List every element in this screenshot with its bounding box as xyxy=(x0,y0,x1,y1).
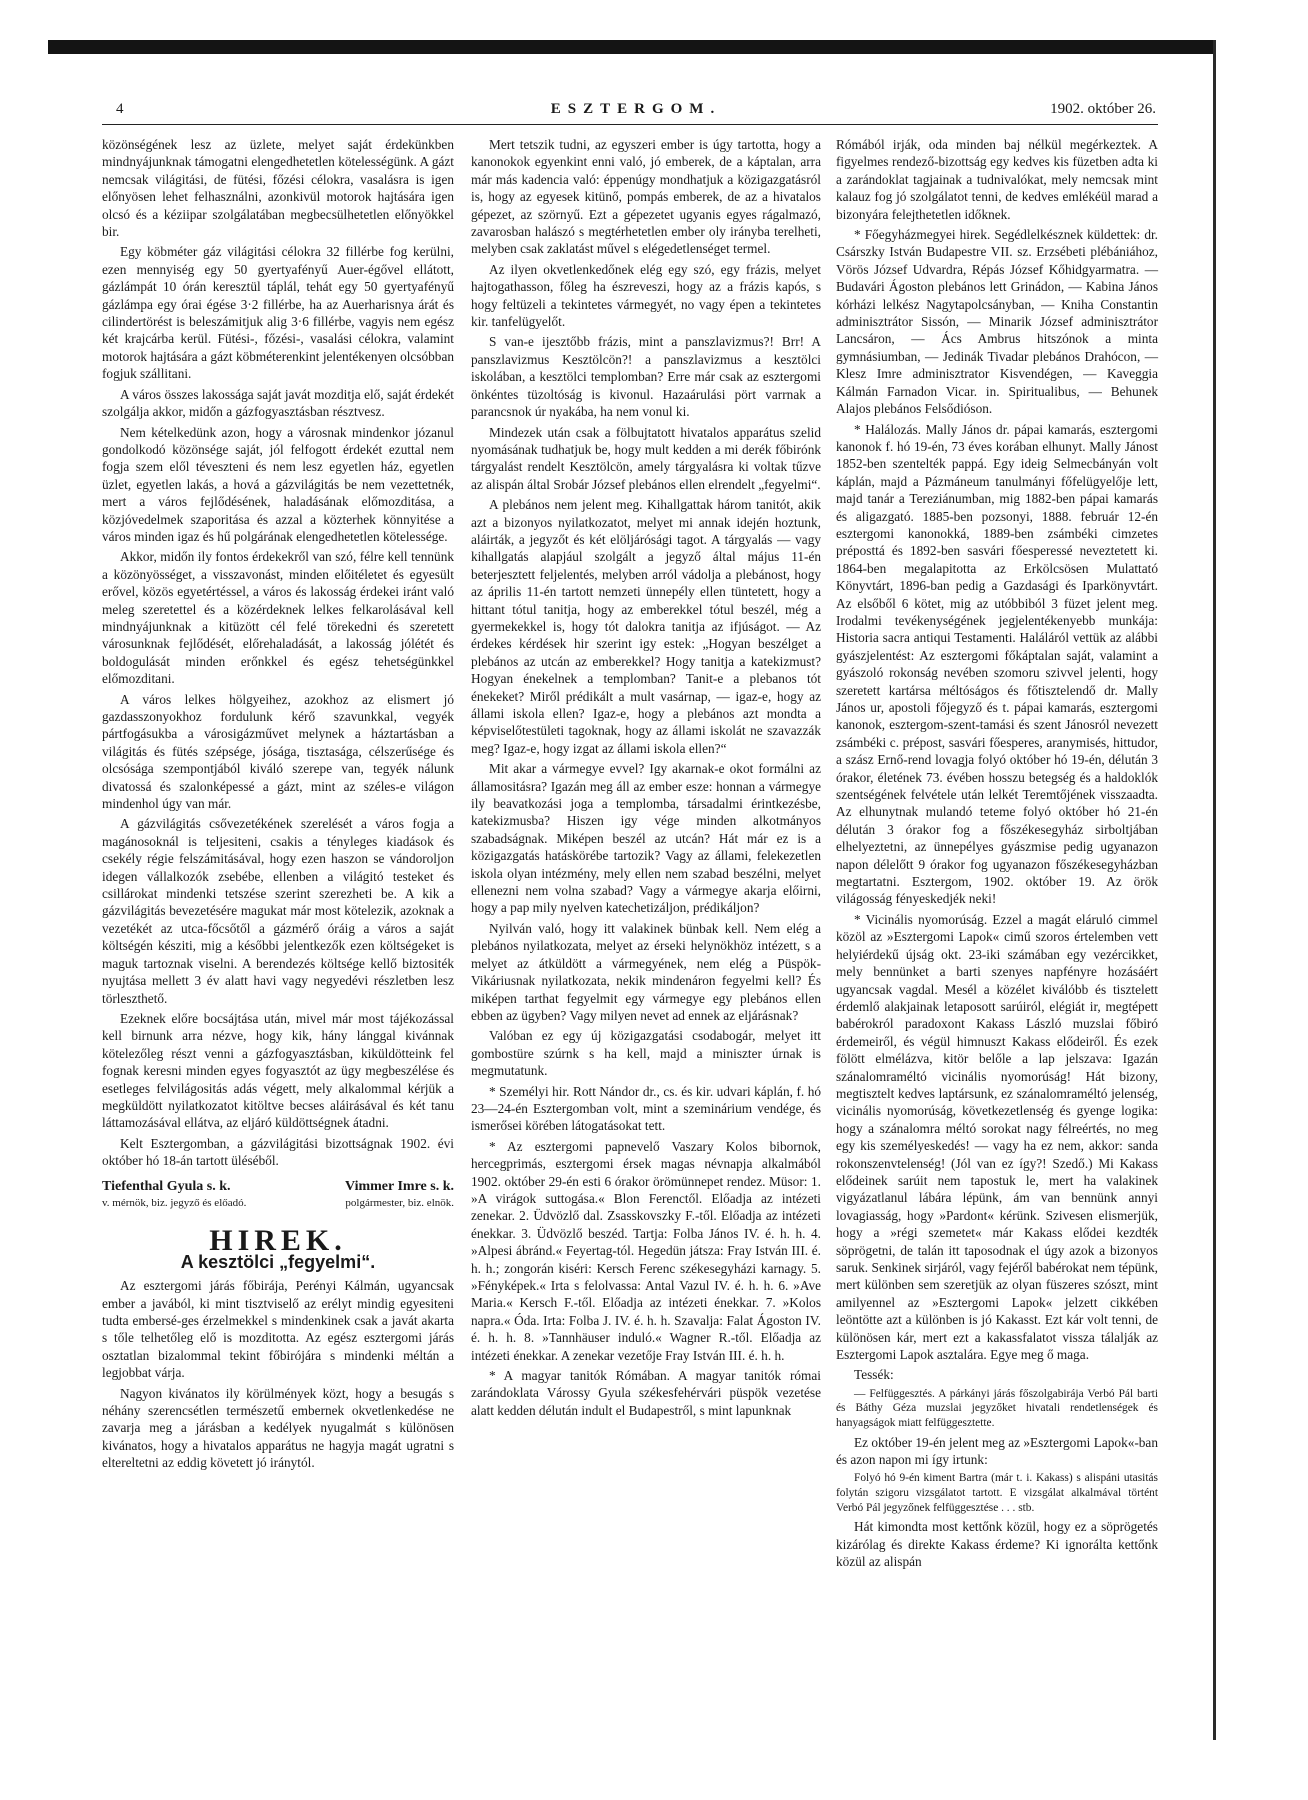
header-rule xyxy=(102,124,1158,125)
paragraph: közönségének lesz az üzlete, melyet saját érdekünkben mindnyájunknak támogatni elengedhetetlen kötelességünk. A gázt nemcsak világitási, de fütési, főzési célokra, vasalásra is igen előnyösen lehet felhasználni, azonkivül motorok hajtására igen olcsó és a kéziipar szolgálatában megbecsülhetetlen előnyökkel bir. xyxy=(102,137,454,240)
news-item-vicinal: * Vicinális nyomorúság. Ezzel a magát eláruló cimmel közöl az »Esztergomi Lapok« cimű szoros értelemben vett helyiérdekű újság okt. 23-iki számában egy vezércikket, mely bennünket a barti szenyes napfényre hozásáért ugyancsak vagdal. Mesél a közélet kiválóbb és tisztelett érdemlő alakjainak letaposott sarúiról, elégiát ir, megtépett babérokról paradoxont Kakass László muzslai főbiró érdemeiről, és végül himnuszt Kakass elődeiről. És ezek fölött elmélázva, kitör belőle a lap jelszava: Igazán szánalomraméltó vicinális nyomorúság! Hát bizony, megtisztelt kedves laptársunk, ez szánalomraméltó jelenség, vicinális nyomorúság, következetlenség és gyenge logika: hogy a szánalomra méltó sorokat nagy félreértés, no meg egy kis személyeskedés! — vagy ha ez nem, akkor: sanda rokonszenvtelenség! (Jól van ez így?! Szedő.) Mi Kakass elődeinek sarúit nem tapostuk le, mert ha valakinek vigyázatlanul lábára lépünk, ám van bennünk annyi lovagiasság, hogy »Pardont« kérünk. Szivesen elismerjük, hogy a »régi szemetet« már Kakass elődei kezdték söprögetni, de talán itt taposodnak el úgy azok a bizonyos saruk. Senkinek sirjáról, vagy fejéről babérokat nem tépünk, mert különben sem szeretjük az olyan füszeres szószt, mint amilyennel az »Esztergomi Lapok« jelzett cikkében leöntötte azt a különben is jó Kakasst. Ezt kár volt tenni, de különösen kár, mert ezt a kakassfalatot vissza tálalják az Esztergomi Lapok asztalára. Egye meg ő maga. xyxy=(836,911,1158,1363)
paragraph: Hát kimondta most kettőnk közül, hogy ez a söprögetés kizárólag és direkte Kakass érdeme? Ki ignorálta kettőnk közül az alispán xyxy=(836,1519,1158,1570)
paragraph: A város összes lakossága saját javát mozditja elő, saját érdekét szolgálja akkor, midőn a gázfogyasztásban résztvesz. xyxy=(102,386,454,420)
paragraph: Mit akar a vármegye evvel? Igy akarnak-e okot formálni az államositásra? Igazán meg áll az ember esze: honnan a vármegye ily beavatkozási joga a templomba, társadalmi érintkezésbe, katekizmusba? Hiszen igy vége minden alkotmányos szabadságnak. Miképen beszél az utcán? Hát már ez is a közigazgatás hatáskörébe tartozik? Vagy az állami, felekezetlen iskola olyan intézmény, mely ellen nem szabad beszélni, melyet ellenezni nem volna szabad? Vagy a vármegye akarja előirni, hogy a pap mily nyelven katechetizáljon, prédikáljon? xyxy=(471,761,821,916)
paragraph: Mert tetszik tudni, az egyszeri ember is úgy tartotta, hogy a kanonokok egyenkint enni való, jó emberek, de a káptalan, arra már más kadencia való: éppenúgy mondhatjuk a közigazgatásról is, hogy az egyesek kitünő, pompás emberek, de az a hivatalos gépezet, az szörnyű. Ezt a gépezetet ugyanis egyes rágalmazó, zavarosban halászó s megtérhetetlen ember oly irányba terelheti, melyben csak zaklatást művel s elégedetlenséget termel. xyxy=(471,137,821,257)
news-item-teachers-rome: * A magyar tanitók Rómában. A magyar tanitók római zarándoklata Várossy Gyula székesfehérvári püspök vezetése alatt kedden délután indult el Budapestről, s mint lapunknak xyxy=(471,1368,821,1418)
news-item-diocese: * Főegyházmegyei hirek. Segédlelkésznek küldettek: dr. Csárszky István Budapestre VII. sz. Erzsébeti plébániához, Vörös József Udvardra, Répás József Kőhidgyarmatra. — Budavári Ágoston plebános lett Grinádon, — Kabina János kórházi lelkész Nagytapolcsányban, — Kniha Constantin adminisztrátor Sissón, — Minarik József adminisztrátor Lancsáron, — Ács Ambrus hitszónok a minta gymnásiumban, — Jedinák Tivadar plebános Drahócon, — Klesz Imre adminisztrator Kisvendégen, — Kaveggia Kálmán Farnadon Vicar. in. Spiritualibus, — Behunek Alajos plebános Felsődióson. xyxy=(836,227,1158,417)
news-item-seminary: * Az esztergomi papnevelő Vaszary Kolos bibornok, hercegprimás, esztergomi érsek magas névnapja alkalmából 1902. október 29-én esti 6 órakor örömünnepet rendez. Müsor: 1. »A virágok suttogása.« Blon Ferenctől. Előadja az intézeti zenekar. 2. Üdvözlő dal. Zsasskovszky F.-től. Előadja az intézeti énekkar. 3. Üdvözlő beszéd. Tartja: Folba János IV. é. h. h. 4. »Alpesi ábránd.« Feyertag-tól. Hegedün játsza: Fray István III. é. h. h.; zongorán kiséri: Kersch Ferenc székesegyházi karnagy. 5. »Fényképek.« Irta s felolvassa: Antal Vazul IV. é. h. h. 6. »Ave Maria.« Kersch F.-től. Előadja az intézeti énekkar. 7. »Kolos napra.« Óda. Irta: Folba J. IV. é. h. h. Szavalja: Falat Ágoston IV. é. h. h. 8. »Tannhäuser induló.« Wagner R.-től. Előadja az intézeti énekkar. A zenekar vezetője Fray István III. é. h. h. xyxy=(471,1138,821,1363)
paragraph: Nagyon kivánatos ily körülmények közt, hogy a besugás s néhány szerencsétlen természetű embernek okvetlenkedése ne zavarja meg a járásban a kedélyek nyugalmát s különösen kivánatos, hogy a hivatalos apparátus ne hagyja magát ugratni s eltereltetni az eddig követett jó iránytól. xyxy=(102,1385,454,1471)
paragraph: Nyilván való, hogy itt valakinek bünbak kell. Nem elég a plebános nyilatkozata, melyet az érseki helynökhöz intézett, s a melyet az átküldött a vármegyének, nem elég a Püspök-Vikáriusnak nyilatkozata, nekik mindenáron fegyelmi kell? És miképen tarthat fegyelmit egy vármegye egy plebános ellen ebben az ügyben? Vagy milyen nevet ad ennek az eljárásnak? xyxy=(471,920,821,1023)
news-item-personal: * Személyi hir. Rott Nándor dr., cs. és kir. udvari káplán, f. hó 23—24-én Esztergomban volt, mint a szeminárium vendége, és ismerősei körében látogatásokat tett. xyxy=(471,1083,821,1134)
paragraph: Egy köbméter gáz világitási célokra 32 fillérbe fog kerülni, ezen mennyiség egy 50 gyertyafényű Auer-égővel ellátott, gázlámpát 10 órán keresztül táplál, tehát egy 50 gyertyafényű gázlámpa egy órai égése 3·2 fillérbe, ha az Auerharisnya árát és cilindertörést is beleszámitjuk alig 3·6 fillérbe, vagyis nem egész két krajcárba kerül. Fütési-, főzési-, vasalási célokra, valamint motorok hajtására a gázt köbméterenkint jelentékenyen olcsóbban fogjuk szállitani. xyxy=(102,244,454,382)
paragraph: A plebános nem jelent meg. Kihallgattak három tanitót, akik azt a bizonyos nyilatkozatot, melyet mi annak idején hoztunk, aláirták, a jegyzőt és két elöljárósági tagot. A tárgyalás — vagy kihallgatás alapjául szolgált a jegyző által május 11-én beterjesztett feljelentés, melyben arról vádolja a plebánost, hogy az április 11-én tartott nemzeti ünnepély ellen tüntetett, hogy a hittant tótul tanitja, hogy az emberekkel tótul beszél, még a gyermekekkel is, hogy tót dalokra tanitja az ifjúságot. — Az érdekes kérdések hir szerint igy estek: „Hogyan beszélget a plebános az utcán az emberekkel? Hogy tanitja a katekizmust? Hogyan énekelnek a templomban? Tanit-e a plebanos tót énekeket? Miről prédikált a mult vasárnap, — igaz-e, hogy az állami iskola ellen? Igaz-e, hogy a plebános azt mondta a képviselőtestületi tagoknak, hogy az állami iskolát ne szavazzák meg? Igaz-e, hogy izgat az állami iskola ellen?“ xyxy=(471,497,821,756)
paragraph: Ez október 19-én jelent meg az »Esztergomi Lapok«-ban és azon napon mi így irtunk: xyxy=(836,1434,1158,1468)
paragraph: Rómából irják, oda minden baj nélkül megérkeztek. A figyelmes rendező-bizottság egy kedves kis füzetben adta ki a zarándoklat tagjainak a tudnivalókat, mely nemcsak mint kalauz fog jó szolgálatot tenni, de kedves emlékéül marad a bizonyára felejthetetlen időknek. xyxy=(836,137,1158,222)
article-subheading: A kesztölci „fegyelmi“. xyxy=(180,1251,376,1272)
top-border-bar xyxy=(48,40,1216,54)
newspaper-title: ESZTERGOM. xyxy=(550,101,722,117)
news-item-obituary: * Halálozás. Mally János dr. pápai kamarás, esztergomi kanonok f. hó 19-én, 73 éves korában elhunyt. Mally Jánost 1852-ben szentelték pappá. Egy ideig Selmecbányán volt káplán, majd a Pázmáneum tanulmányi főfelügyelője lett, majd tanár a Tereziánumban, mig 1882-ben pápai kamarás és aligazgató. 1885-ben pozsonyi, 1888. február 12-én esztergomi kanonokká, 1889-ben zsámbéki cimzetes préposttá és 1892-ben sasvári főesperessé neveztetett ki. 1864-ben megalapitotta az Erkölcsösen Mulattató Könyvtárt, 1896-ban pedig a Gazdasági és Iparkönyvtárt. Az elsőből 6 kötet, mig az utóbbiból 3 füzet jelent meg. Irodalmi tevékenységének jegjelentékenyebb munkája: Historia sacra antiqui Testamenti. Haláláról vettük az alábbi gyászjelentést: Az esztergomi főkáptalan saját, valamint a gyászoló rokonság nevében szomoru szivvel jelenti, hogy szeretett kartársa méltóságos és főtisztelendő dr. Mally János ur, apostoli főjegyző és t. pápai kamarás, esztergomi kanonok, esztergom-szent-tamási és szent Jánosról nevezett zsámbéki c. prépost, sasvári főesperes, aranymisés, hittudor, a szász Ernő-rend lovagja folyó október hó 19-én, délután 3 órakor, életének 73. évében hosszu betegség és a haldoklók szentségének felvétele után lelkét Teremtőjének visszaadta. Az elhunytnak mulandó teteme folyó október hó 21-én délután 3 órakor fog a főszékesegyház sirboltjában elhelyeztetni, az ünnepélyes gyászmise pedig ugyanazon napon délelőtt 9 órakor fog ugyanazon főszékesegyházban megtartatni. Esztergom, 1902. október 19. Az örök világosság fényeskedjék neki! xyxy=(836,421,1158,907)
paragraph: A gázvilágitás csővezetékének szerelését a város fogja a magánosoknál is teljesiteni, csakis a tényleges kiadások és csekély régie felszámitásával, hogy ezen haszon se vándoroljon idegen vállalkozók zsebébe, ellenben a világitó testeket és csillárokat mindenki tetszése szerint szerezheti be. A kik a gázvilágitás bevezetésére magukat már most kötelezik, azoknak a vezetékét az utca-főcsőtől a gázmérő óráig a város a saját költségén késziti, mig a későbbi jelentkezők ezen költségeket is maguk tartoznak viselni. A berendezés költsége kellő biztositék nyujtása mellett 3 év alatt havi vagy negyedévi részletben lesz törleszthető. xyxy=(102,816,454,1006)
right-edge-line xyxy=(1213,40,1216,1740)
paragraph: Az esztergomi járás főbirája, Perényi Kálmán, ugyancsak ember a javából, ki mint tisztviselő az erélyt mindig egyesiteni tudta embersé-ges érzelmekkel s mindenkinek csak a javát akarta s tőle telhetőleg elő is mozditotta. Az egész esztergomi járás osztatlan bizalommal tekint főbirójára s mindenki méltán a legjobbat várja. xyxy=(102,1278,454,1381)
paragraph: Ezeknek előre bocsájtása után, mivel már most tájékozással kell birnunk arra nézve, hogy kik, hány lánggal kivánnak kötelezőleg részt venni a gázfogyasztásban, kiküldötteink fel fognak keresni minden egyes fogyasztót az ügy megbeszélése és esetleges felvilágositás adás végett, mely alkalommal kérjük a megküldött nyilatkozatot kitöltve becses aláirásával és két tanu láttamozásával ellátva, az eljáró küldöttségnek átadni. xyxy=(102,1010,454,1131)
signature-line xyxy=(102,1178,454,1195)
signature-left-title: v. mérnök, biz. jegyző és előadó. xyxy=(102,1196,247,1209)
paragraph: Tessék: xyxy=(854,1367,894,1383)
issue-date: 1902. október 26. xyxy=(1050,101,1156,117)
quoted-notice: Folyó hó 9-én kiment Bartra (már t. i. Kakass) s alispáni utasitás folytán szigoru vizsgálatot tartott. E vizsgálat alkalmával történt Verbó Pál jegyzőnek felfüggesztése . . . stb. xyxy=(836,1472,1158,1514)
paragraph: Valóban ez egy új közigazgatási csodabogár, melyet itt gombostüre szúrnk s ha kell, majd a miniszter úrnak is megmutatunk. xyxy=(471,1028,821,1079)
paragraph: Nem kételkedünk azon, hogy a városnak mindenkor józanul gondolkodó közönsége saját, jól felfogott érdekét ezuttal nem fogja szem elől téveszteni és nem lesz egyetlen ház, egyetlen üzlet, egyetlen lakás, a hová a gázvilágitás be nem vezettetnék, mert a város fejlődésének, haladásának előmozditása, a közjóvedelmek szaporitása és azzal a közterhek könnyitése a város minden igaz és hű polgárának elengedhetetlen kötelessége. xyxy=(102,424,454,544)
page-number: 4 xyxy=(116,101,124,117)
paragraph: Mindezek után csak a fölbujtatott hivatalos apparátus szelid nyomásának tudhatjuk be, hogy mult kedden a mi derék főbirónk tárgyalást rendelt Kesztölcön, amely tárgyalásra ki voltak tűzve az alispán által Srobár József plebános ellen elrendelt „fegyelmi“. xyxy=(471,424,821,492)
column-1 xyxy=(102,136,454,1475)
paragraph: S van-e ijesztőbb frázis, mint a panszlavizmus?! Brr! A panszlavizmus Kesztölcön?! a panszlavizmus a kesztölci iskolában, a kesztölci templomban? Erre már csak az esztergomi önkéntes tüzoltóság is kivonul. Hazaárulási pört varrnak a parancsnok úr nyakába, ha nem vonul ki. xyxy=(471,334,821,420)
page-header xyxy=(116,101,1156,123)
paragraph: Kelt Esztergomban, a gázvilágitási bizottságnak 1902. évi október hó 18-án tartott üléséből. xyxy=(102,1135,454,1169)
column-2 xyxy=(471,136,821,1422)
signature-right: Vimmer Imre s. k. xyxy=(345,1178,454,1194)
quoted-notice: — Felfüggesztés. A párkányi járás főszolgabirája Verbó Pál barti és Báthy Géza muzslai jegyzőket hivatali rendetlenségek és hanyagságok miatt felfüggesztette. xyxy=(836,1387,1158,1430)
paragraph: Akkor, midőn ily fontos érdekekről van szó, félre kell tennünk a közönyösséget, a visszavonást, minden előitéletet és egyesült erővel, közös egyetértéssel, a város és lakosság érdekei iránt való meleg szeretettel és a közérdeknek lelkes felkarolásával kell mindnyájunknak a kitüzött cél felé törekedni és szeretett városunknak fejlődését, előrehaladását, a lakosság jólétét és boldogulását minden erőnkkel és egész tehetségünkkel előmozditani. xyxy=(102,549,454,687)
signature-right-title: polgármester, biz. elnök. xyxy=(345,1196,454,1209)
paragraph: A város lelkes hölgyeihez, azokhoz az elismert jó gazdasszonyokhoz fordulunk kérő szavunkkal, vegyék pártfogásukba a városigázművet melynek a háztartásban a világitás és fütés szépsége, jósága, tisztasága, célszerűsége és olcsósága szempontjából kiváló szerepe van, tegyék nálunk divatossá és szalonképessé a gázt, mint az széles-e világon mindenhol úgy van már. xyxy=(102,691,454,812)
section-heading: HIREK. xyxy=(209,1224,347,1258)
paragraph: Az ilyen okvetlenkedőnek elég egy szó, egy frázis, melyet hajtogathasson, főleg ha észreveszi, hogy az a frázis kapós, s hogy feltüzeli a tekintetes vármegyét, no vagy épen a tekintetes kir. tanfelügyelőt. xyxy=(471,261,821,330)
column-3 xyxy=(836,136,1158,1573)
signature-left: Tiefenthal Gyula s. k. xyxy=(102,1178,231,1194)
signature-titles xyxy=(102,1195,454,1212)
